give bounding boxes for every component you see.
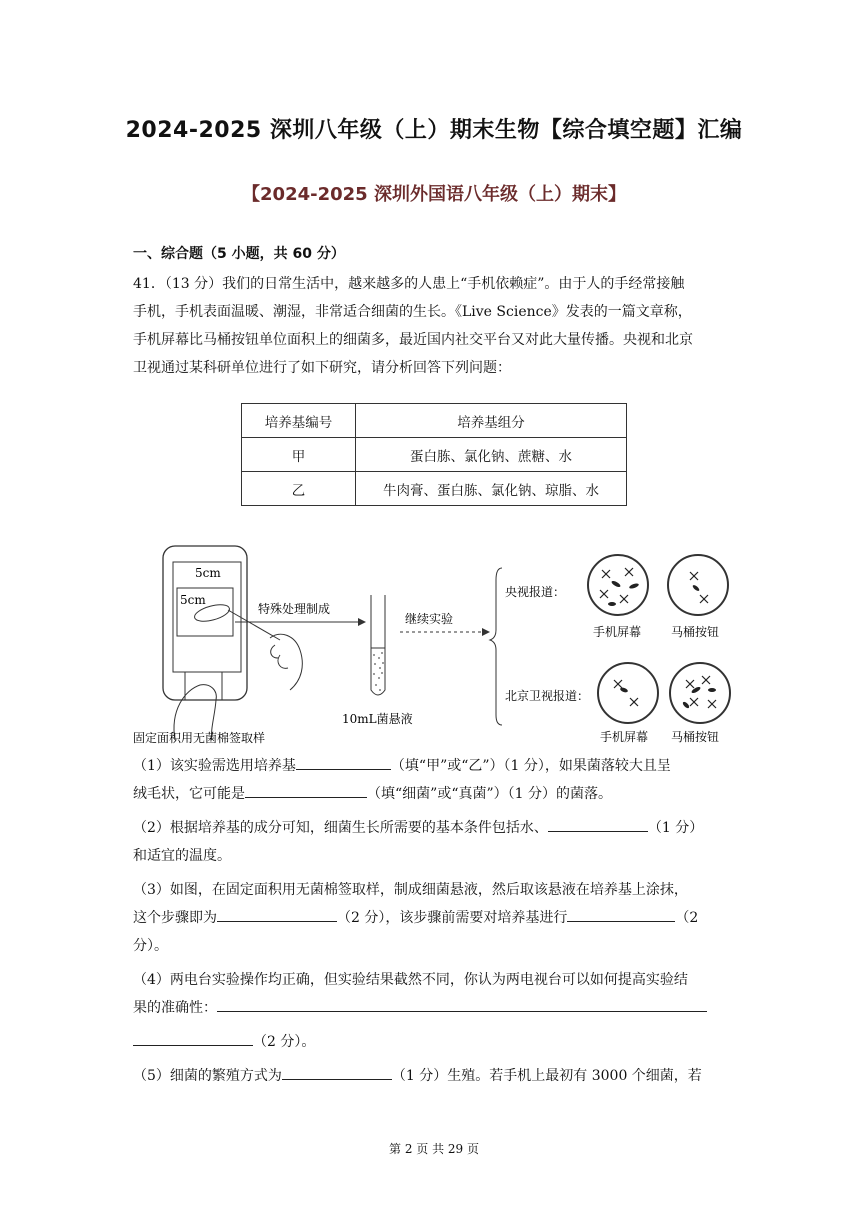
table-cell: 牛肉膏、蛋白胨、氯化钠、琼脂、水 bbox=[356, 472, 627, 506]
cctv-button-label: 马桶按钮 bbox=[671, 625, 720, 639]
question-3-line: （3）如图，在固定面积用无菌棉签取样，制成细菌悬液，然后取该悬液在培养基上涂抹， bbox=[133, 882, 688, 898]
cctv-label: 央视报道： bbox=[505, 585, 566, 599]
question-4-line: （4）两电台实验操作均正确，但实验结果截然不同，你认为两电视台可以如何提高实验结 bbox=[133, 972, 688, 988]
table-header-row bbox=[242, 404, 627, 438]
intro-line: 手机屏幕比马桶按钮单位面积上的细菌多，最近国内社交平台又对此大量传播。央视和北京 bbox=[133, 332, 693, 348]
table-cell: 乙 bbox=[242, 472, 356, 506]
answer-blank[interactable] bbox=[217, 905, 337, 922]
question-2-line: （2）根据培养基的成分可知，细菌生长所需要的基本条件包括水、 （1 分） bbox=[133, 814, 739, 842]
table-cell: 甲 bbox=[242, 438, 356, 472]
btv-screen-label: 手机屏幕 bbox=[600, 730, 649, 744]
page-footer: 第 2 页 共 29 页 bbox=[389, 1142, 479, 1156]
page-title: 2024-2025 深圳八年级（上）期末生物【综合填空题】汇编 bbox=[125, 118, 743, 143]
cctv-screen-label: 手机屏幕 bbox=[593, 625, 642, 639]
right-hand bbox=[270, 634, 302, 690]
question-list bbox=[133, 752, 739, 1090]
question-1-line: （1）该实验需选用培养基 （填“甲”或“乙”）（1 分），如果菌落较大且呈 bbox=[133, 752, 739, 780]
answer-blank[interactable] bbox=[133, 1029, 253, 1046]
label-5cm-side: 5cm bbox=[180, 593, 206, 607]
table-row bbox=[242, 438, 627, 472]
dish-btv-button bbox=[670, 663, 730, 723]
dish-btv-screen bbox=[598, 663, 658, 723]
btv-button-label: 马桶按钮 bbox=[671, 730, 720, 744]
dish-cctv-button bbox=[668, 555, 728, 615]
tube-label: 10mL菌悬液 bbox=[342, 712, 413, 726]
question-2-line: 和适宜的温度。 bbox=[133, 848, 231, 864]
arrow-label: 特殊处理制成 bbox=[258, 602, 331, 616]
btv-label: 北京卫视报道： bbox=[505, 689, 590, 703]
question-4-line: 果的准确性： bbox=[133, 994, 739, 1022]
brace bbox=[490, 568, 502, 725]
answer-blank[interactable] bbox=[296, 753, 391, 770]
intro-line: 41．（13 分）我们的日常生活中，越来越多的人患上“手机依赖症”。由于人的手经常接触 bbox=[133, 276, 685, 292]
continue-label: 继续实验 bbox=[405, 612, 454, 626]
intro-line: 卫视通过某科研单位进行了如下研究，请分析回答下列问题： bbox=[133, 360, 511, 376]
question-41-intro bbox=[133, 270, 739, 382]
table-header-cell: 培养基编号 bbox=[242, 404, 356, 438]
section-heading: 一、综合题（5 小题，共 60 分） bbox=[133, 246, 345, 262]
test-tube bbox=[371, 595, 385, 695]
question-5-line: （5）细菌的繁殖方式为 （1 分）生殖。若手机上最初有 3000 个细菌，若 bbox=[133, 1062, 739, 1090]
answer-blank[interactable] bbox=[282, 1063, 392, 1080]
suspension-dots bbox=[373, 652, 384, 691]
figure-caption: 固定面积用无菌棉签取样 bbox=[133, 731, 266, 745]
question-4-line: （2 分）。 bbox=[133, 1028, 739, 1056]
label-5cm-top: 5cm bbox=[195, 566, 221, 580]
question-1-line: 绒毛状，它可能是 （填“细菌”或“真菌”）（1 分）的菌落。 bbox=[133, 780, 739, 808]
answer-blank[interactable] bbox=[548, 815, 648, 832]
table-row bbox=[242, 472, 627, 506]
answer-blank[interactable] bbox=[217, 995, 707, 1012]
question-3-line: 这个步骤即为 （2 分），该步骤前需要对培养基进行 （2 bbox=[133, 904, 739, 932]
answer-blank[interactable] bbox=[567, 905, 675, 922]
experiment-figure bbox=[130, 540, 745, 750]
table-header-cell: 培养基组分 bbox=[356, 404, 627, 438]
intro-line: 手机，手机表面温暖、潮湿，非常适合细菌的生长。《Live Science》发表的一篇文章称， bbox=[133, 304, 692, 320]
culture-medium-table bbox=[241, 403, 627, 506]
exam-source-title: 【2024-2025 深圳外国语八年级（上）期末】 bbox=[242, 184, 626, 205]
question-3-line: 分）。 bbox=[133, 938, 168, 954]
answer-blank[interactable] bbox=[245, 781, 367, 798]
table-cell: 蛋白胨、氯化钠、蔗糖、水 bbox=[356, 438, 627, 472]
